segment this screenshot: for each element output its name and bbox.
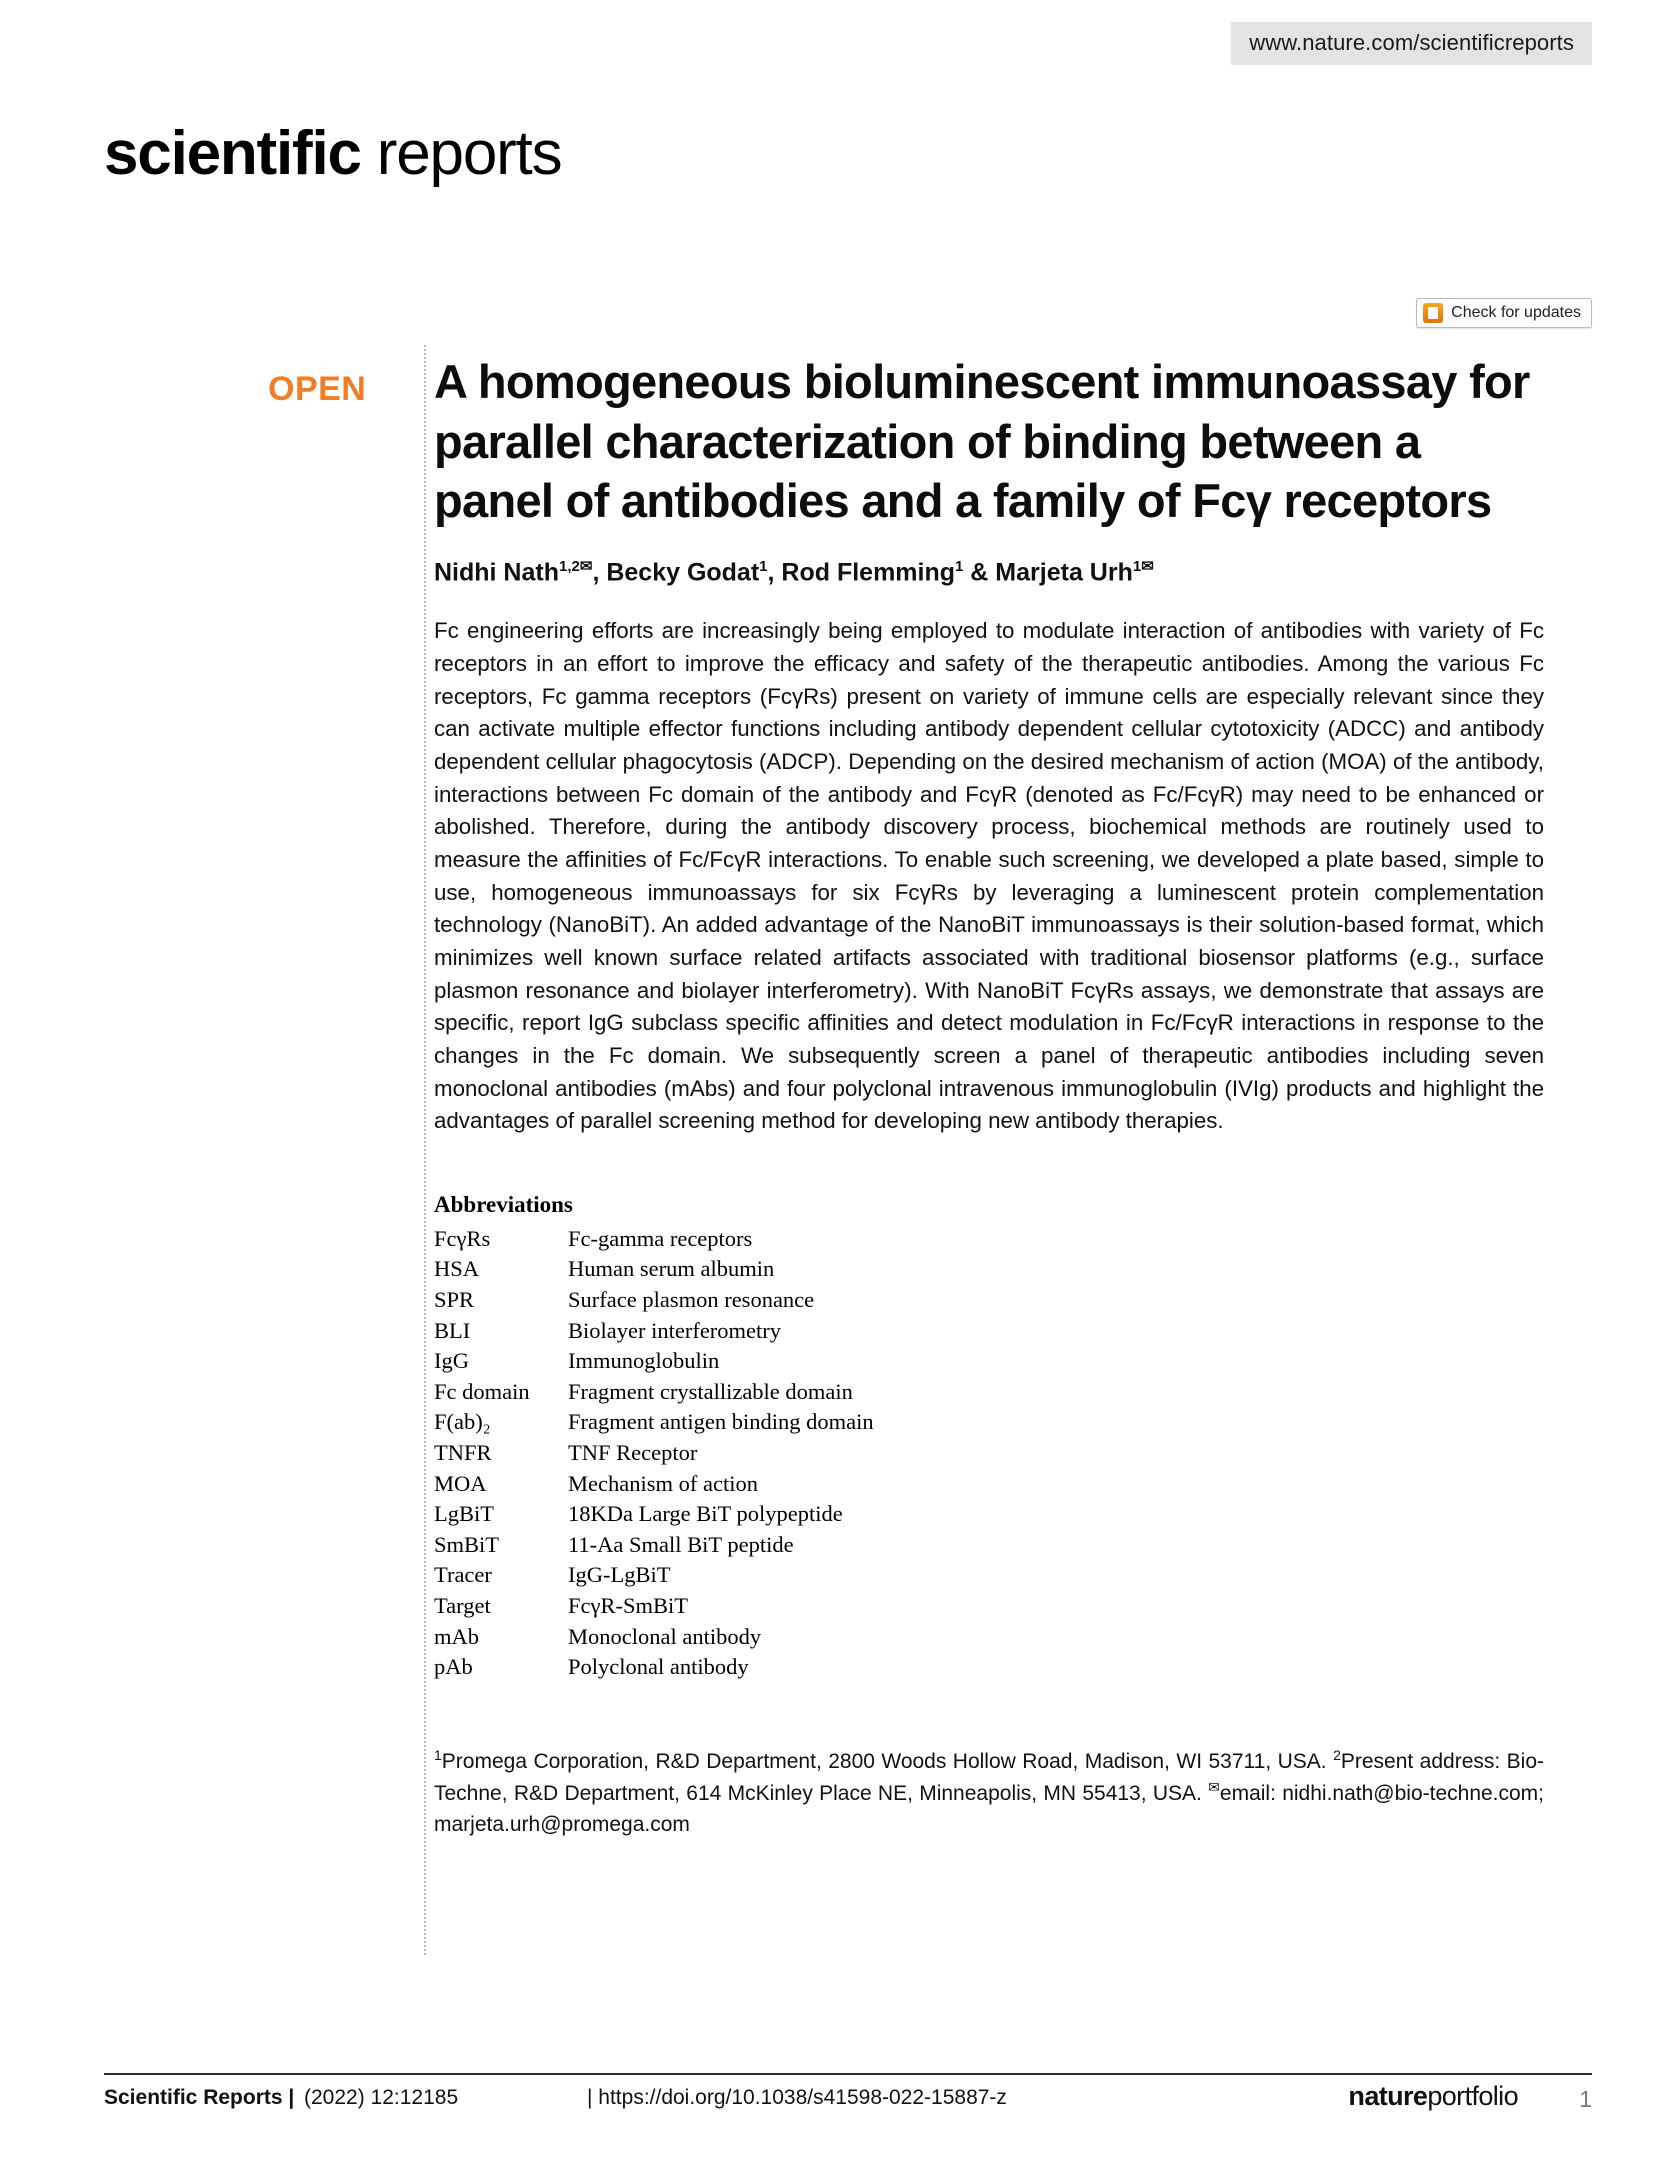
abbreviation-definition: Monoclonal antibody xyxy=(568,1623,762,1649)
footer-volume: (2022) 12:12185 xyxy=(304,2086,459,2109)
nature-portfolio-logo xyxy=(1348,2081,1518,2112)
abbreviation-definition: 18KDa Large BiT polypeptide xyxy=(568,1501,843,1527)
abbreviation-definition: Mechanism of action xyxy=(568,1470,758,1496)
article-block xyxy=(434,352,1544,1841)
abbreviation-term: HSA xyxy=(434,1256,480,1282)
abbreviation-term: BLI xyxy=(434,1317,471,1343)
abbreviation-definition: Fc-gamma receptors xyxy=(568,1225,753,1251)
abbreviation-definition: Polyclonal antibody xyxy=(568,1654,749,1680)
abbreviation-row xyxy=(434,1469,874,1500)
abbreviation-row xyxy=(434,1438,874,1469)
abbreviation-row xyxy=(434,1652,874,1683)
brand-nature: nature xyxy=(1348,2081,1428,2111)
abbreviation-term: Tracer xyxy=(434,1562,492,1588)
page-number: 1 xyxy=(1579,2086,1592,2112)
abbreviation-term: F(ab)₂ xyxy=(434,1409,491,1435)
abstract-text: Fc engineering efforts are increasingly being employed to modulate interaction of antibodies with variety of Fc receptors in an effort to improve the efficacy and safety of the therapeutic antibodies. Among the various Fc receptors, Fc gamma receptors (FcγRs) present on variety of immune cells are especially relevant since they can activate multiple effector functions including antibody dependent cellular cytotoxicity (ADCC) and antibody dependent cellular phagocytosis (ADCP). Depending on the desired mechanism of action (MOA) of the antibody, interactions between Fc domain of the antibody and FcγR (denoted as Fc/FcγR) may need to be enhanced or abolished. Therefore, during the antibody discovery process, biochemical methods are routinely used to measure the affinities of Fc/FcγR interactions. To enable such screening, we developed a plate based, simple to use, homogeneous immunoassays for six FcγRs by leveraging a luminescent protein complementation technology (NanoBiT). An added advantage of the NanoBiT immunoassays is their solution-based format, which minimizes well known surface related artifacts associated with traditional biosensor platforms (e.g., surface plasmon resonance and biolayer interferometry). With NanoBiT FcγRs assays, we demonstrate that assays are specific, report IgG subclass specific affinities and detect modulation in Fc/FcγR interactions in response to the changes in the Fc domain. We subsequently screen a panel of therapeutic antibodies including seven monoclonal antibodies (mAbs) and four polyclonal intravenous immunoglobulin (IVIg) products and highlight the advantages of parallel screening method for developing new antibody therapies. xyxy=(434,618,1544,1134)
abbreviation-row xyxy=(434,1591,874,1622)
footer-doi[interactable]: | https://doi.org/10.1038/s41598-022-15887-z xyxy=(587,2086,1007,2109)
footer-journal: Scientific Reports | xyxy=(104,2086,295,2109)
journal-masthead xyxy=(104,118,561,189)
abbreviation-term: IgG xyxy=(434,1348,469,1374)
masthead-reports: reports xyxy=(360,119,562,188)
abbreviation-term: MOA xyxy=(434,1470,487,1496)
brand-portfolio: portfolio xyxy=(1427,2081,1518,2111)
affiliations: $^1$Promega Corporation, R&D Department, 2800 Woods Hollow Road, Madison, WI 53711, USA. $^2$Present address: Bio-Techne, R&D Department, 614 McKinley Place NE, Minneapolis, MN 55413, USA. ✉email: nidhi.nath@bio-techne.com; marjeta.urh@promega.com xyxy=(434,1746,1545,1837)
footer-divider xyxy=(104,2073,1592,2075)
abbreviation-row xyxy=(434,1316,874,1347)
journal-url: www.nature.com/scientificreports xyxy=(1231,22,1592,65)
abbreviation-term: pAb xyxy=(434,1654,473,1680)
abbreviation-term: mAb xyxy=(434,1623,479,1649)
vertical-divider xyxy=(424,345,426,1955)
abbreviation-definition: Human serum albumin xyxy=(568,1256,775,1282)
abbreviation-definition: Surface plasmon resonance xyxy=(568,1287,815,1313)
author-list: Nidhi Nath$^{1,2✉}$, Becky Godat$^1$, Rod Flemming$^1$ & Marjeta Urh$^{1✉}$ xyxy=(434,558,1154,587)
abbreviation-definition: IgG-LgBiT xyxy=(568,1562,671,1588)
abbreviation-row xyxy=(434,1560,874,1591)
abbreviation-term: LgBiT xyxy=(434,1501,494,1527)
abbreviation-definition: Fragment crystallizable domain xyxy=(568,1378,853,1404)
abbreviation-definition: Biolayer interferometry xyxy=(568,1317,782,1343)
masthead-scientific: scientific xyxy=(104,119,361,188)
abbreviation-term: Target xyxy=(434,1593,491,1619)
check-for-updates-label: Check for updates xyxy=(1451,304,1581,321)
abbreviation-definition: FcγR-SmBiT xyxy=(568,1593,688,1619)
abbreviation-definition: TNF Receptor xyxy=(568,1440,698,1466)
abbreviation-term: FcγRs xyxy=(434,1225,491,1251)
page-footer xyxy=(104,2081,1592,2126)
abbreviation-row xyxy=(434,1499,874,1530)
abbreviation-term: SmBiT xyxy=(434,1531,500,1557)
abbreviation-term: SPR xyxy=(434,1287,475,1313)
abbreviation-definition: Fragment antigen binding domain xyxy=(568,1409,874,1435)
abbreviation-row xyxy=(434,1377,874,1408)
abbreviation-row xyxy=(434,1530,874,1561)
abbreviation-row xyxy=(434,1346,874,1377)
abbreviation-row xyxy=(434,1407,874,1438)
abbreviation-term: TNFR xyxy=(434,1440,492,1466)
abbreviation-row xyxy=(434,1622,874,1653)
abbreviation-term: Fc domain xyxy=(434,1378,530,1404)
check-for-updates-badge[interactable] xyxy=(1416,298,1592,328)
abbreviations-heading: Abbreviations xyxy=(434,1191,573,1217)
abbreviation-row xyxy=(434,1285,874,1316)
abbreviation-definition: 11-Aa Small BiT peptide xyxy=(568,1531,794,1557)
page-title: A homogeneous bioluminescent immunoassay for parallel characterization of binding between a panel of antibodies and a family of Fcγ receptors xyxy=(434,355,1530,528)
abbreviations-table xyxy=(434,1224,874,1683)
abbreviation-row xyxy=(434,1254,874,1285)
crossmark-icon xyxy=(1423,303,1443,323)
open-access-label: OPEN xyxy=(268,370,367,408)
abbreviations-section xyxy=(434,1192,1544,1683)
abbreviation-row xyxy=(434,1224,874,1255)
abbreviation-definition: Immunoglobulin xyxy=(568,1348,720,1374)
